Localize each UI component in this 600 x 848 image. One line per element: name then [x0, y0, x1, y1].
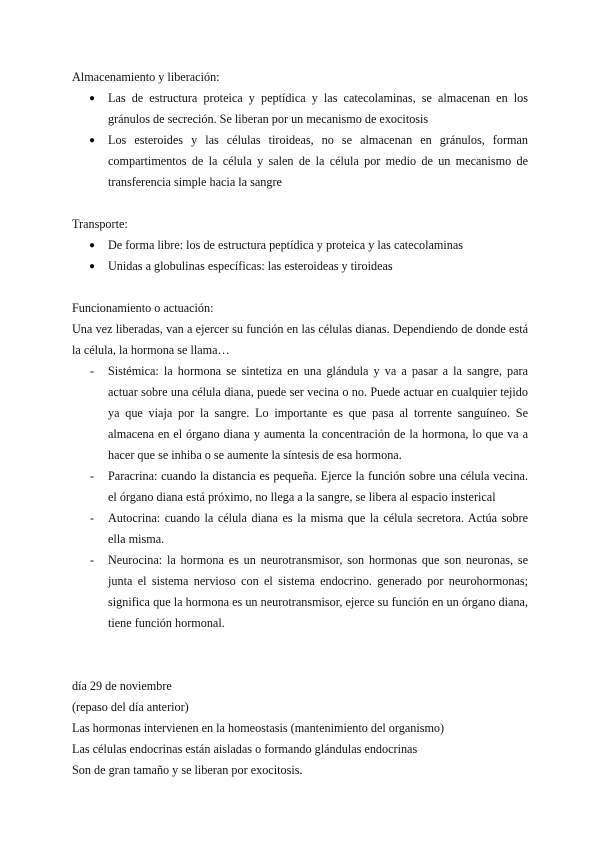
- dash-marker: -: [90, 364, 95, 378]
- list-item-text: Sistémica: la hormona se sintetiza en una glándula y va a pasar a la sangre, para actuar sobre una célula diana, puede ser vecina o no. Puede actuar en cualquier tejido ya que viaja por la sangre. Lo importante es que pasa al torrente sanguíneo. Se almacena en el órgano diana y aumenta la concentración de la hormona, lo que va a hacer que se inhiba o se aumente la síntesis de esa hormona.: [108, 364, 528, 462]
- list-item-text: Paracrina: cuando la distancia es pequeña. Ejerce la función sobre una célula vecina. el órgano diana está próximo, no llega a la sangre, se libera al espacio insterical: [108, 469, 528, 504]
- spacer: [72, 193, 528, 214]
- bullet-icon: ●: [89, 240, 96, 251]
- list-item-text: Unidas a globulinas específicas: las esteroideas y tiroideas: [108, 259, 393, 273]
- list-item-text: Las de estructura proteica y peptídica y las catecolaminas, se almacenan en los gránulos de secreción. Se liberan por un mecanismo de exocitosis: [108, 91, 528, 126]
- dash-marker: -: [90, 511, 95, 525]
- function-heading: Funcionamiento o actuación:: [72, 301, 214, 315]
- list-item-text: Autocrina: cuando la célula diana es la misma que la célula secretora. Actúa sobre ella misma.: [108, 511, 528, 546]
- list-item: [72, 88, 528, 130]
- list-item: [72, 256, 528, 277]
- spacer: [72, 634, 528, 676]
- list-item: [72, 235, 528, 256]
- review-note: (repaso del día anterior): [72, 700, 189, 714]
- dash-marker: -: [90, 553, 95, 567]
- text-line: Son de gran tamaño y se liberan por exocitosis.: [72, 763, 303, 777]
- list-item-text: Los esteroides y las células tiroideas, no se almacenan en gránulos, forman compartimentos de la célula y salen de la célula por medio de un mecanismo de transferencia simple hacia la sangre: [108, 133, 528, 189]
- list-item: [72, 550, 528, 634]
- function-intro: Una vez liberadas, van a ejercer su función en las células dianas. Dependiendo de donde está la célula, la hormona se llama…: [72, 322, 528, 357]
- bullet-icon: ●: [89, 135, 96, 146]
- document-page: [72, 67, 528, 781]
- dash-marker: -: [90, 469, 95, 483]
- list-item-text: De forma libre: los de estructura peptídica y proteica y las catecolaminas: [108, 238, 463, 252]
- hormone-types-list: [72, 361, 528, 634]
- date-line: día 29 de noviembre: [72, 679, 172, 693]
- list-item: [72, 466, 528, 508]
- storage-bullet-list: [72, 88, 528, 193]
- list-item: [72, 130, 528, 193]
- list-item-text: Neurocina: la hormona es un neurotransmisor, son hormonas que son neuronas, se junta el sistema nervioso con el sistema endocrino. generado por neurohormonas; significa que la hormona es un neurotransmisor, ejerce su función en un órgano diana, tiene función hormonal.: [108, 553, 528, 630]
- list-item: [72, 508, 528, 550]
- bullet-icon: ●: [89, 93, 96, 104]
- bullet-icon: ●: [89, 261, 96, 272]
- text-line: Las hormonas intervienen en la homeostasis (mantenimiento del organismo): [72, 721, 445, 735]
- spacer: [72, 277, 528, 298]
- storage-heading: Almacenamiento y liberación:: [72, 70, 220, 84]
- list-item: [72, 361, 528, 466]
- transport-heading: Transporte:: [72, 217, 128, 231]
- text-line: Las células endocrinas están aisladas o formando glándulas endocrinas: [72, 742, 418, 756]
- transport-bullet-list: [72, 235, 528, 277]
